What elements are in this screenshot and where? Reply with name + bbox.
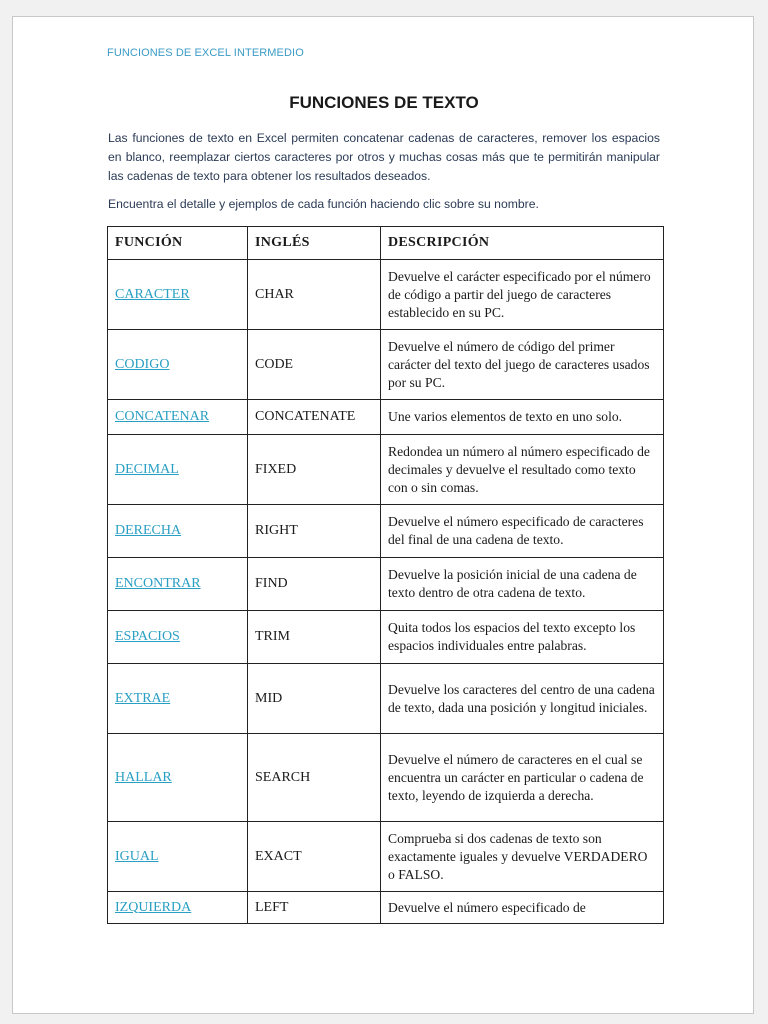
- table-row: [108, 558, 664, 611]
- function-name-cell: [108, 260, 248, 330]
- description-cell: Quita todos los espacios del texto excepto los espacios individuales entre palabras.: [381, 611, 664, 664]
- function-name-cell: [108, 734, 248, 822]
- table-row: [108, 664, 664, 734]
- table-row: [108, 400, 664, 435]
- function-link[interactable]: CODIGO: [115, 356, 170, 372]
- english-name-cell: TRIM: [248, 611, 381, 664]
- intro-paragraph: Las funciones de texto en Excel permiten concatenar cadenas de caracteres, remover los espacios en blanco, reemplazar ciertos caracteres por otros y muchas cosas más que te permitirán manipular las cadenas de texto para obtener los resultados deseados.: [108, 131, 660, 183]
- function-name-cell: [108, 664, 248, 734]
- description-cell: Devuelve el número especificado de: [381, 892, 664, 924]
- column-header-english: INGLÉS: [248, 227, 381, 260]
- description-cell: Une varios elementos de texto en uno solo.: [381, 400, 664, 435]
- functions-table: [107, 226, 664, 924]
- description-cell: Devuelve la posición inicial de una cadena de texto dentro de otra cadena de texto.: [381, 558, 664, 611]
- description-cell: Comprueba si dos cadenas de texto son exactamente iguales y devuelve VERDADERO o FALSO.: [381, 822, 664, 892]
- function-link[interactable]: IZQUIERDA: [115, 899, 192, 915]
- table-row: [108, 822, 664, 892]
- description-cell: Devuelve el carácter especificado por el número de código a partir del juego de caracteres establecido en su PC.: [381, 260, 664, 330]
- table-body: [108, 260, 664, 924]
- function-name-cell: [108, 505, 248, 558]
- table-row: [108, 734, 664, 822]
- english-name-cell: RIGHT: [248, 505, 381, 558]
- function-link[interactable]: ESPACIOS: [115, 629, 180, 644]
- instruction-paragraph: Encuentra el detalle y ejemplos de cada función haciendo clic sobre su nombre.: [108, 197, 539, 211]
- english-name-cell: CONCATENATE: [248, 400, 381, 435]
- english-name-cell: CHAR: [248, 260, 381, 330]
- english-name-cell: FIXED: [248, 435, 381, 505]
- table-row: [108, 260, 664, 330]
- running-header: FUNCIONES DE EXCEL INTERMEDIO: [107, 47, 304, 59]
- table-row: [108, 611, 664, 664]
- function-name-cell: [108, 330, 248, 400]
- english-name-cell: FIND: [248, 558, 381, 611]
- page-title: FUNCIONES DE TEXTO: [289, 93, 479, 112]
- table-row: [108, 892, 664, 924]
- function-name-cell: [108, 611, 248, 664]
- column-header-function: FUNCIÓN: [108, 227, 248, 260]
- english-name-cell: CODE: [248, 330, 381, 400]
- function-name-cell: [108, 892, 248, 924]
- function-link[interactable]: IGUAL: [115, 848, 159, 864]
- function-link[interactable]: CARACTER: [115, 286, 190, 302]
- description-cell: Redondea un número al número especificado de decimales y devuelve el resultado como texto con o sin comas.: [381, 435, 664, 505]
- table-row: [108, 435, 664, 505]
- english-name-cell: SEARCH: [248, 734, 381, 822]
- function-link[interactable]: CONCATENAR: [115, 409, 210, 424]
- description-cell: Devuelve el número especificado de caracteres del final de una cadena de texto.: [381, 505, 664, 558]
- table-row: [108, 330, 664, 400]
- description-cell: Devuelve los caracteres del centro de una cadena de texto, dada una posición y longitud iniciales.: [381, 664, 664, 734]
- english-name-cell: EXACT: [248, 822, 381, 892]
- function-link[interactable]: DERECHA: [115, 523, 182, 538]
- description-cell: Devuelve el número de caracteres en el cual se encuentra un carácter en particular o cadena de texto, leyendo de izquierda a derecha.: [381, 734, 664, 822]
- function-link[interactable]: ENCONTRAR: [115, 576, 201, 591]
- table-header-row: [108, 227, 664, 260]
- document-page: [12, 16, 754, 1014]
- description-cell: Devuelve el número de código del primer carácter del texto del juego de caracteres usados por su PC.: [381, 330, 664, 400]
- column-header-description: DESCRIPCIÓN: [381, 227, 664, 260]
- function-link[interactable]: DECIMAL: [115, 461, 179, 477]
- english-name-cell: MID: [248, 664, 381, 734]
- function-name-cell: [108, 558, 248, 611]
- function-name-cell: [108, 435, 248, 505]
- function-link[interactable]: HALLAR: [115, 769, 172, 785]
- english-name-cell: LEFT: [248, 892, 381, 924]
- function-link[interactable]: EXTRAE: [115, 690, 171, 706]
- table-row: [108, 505, 664, 558]
- function-name-cell: [108, 400, 248, 435]
- function-name-cell: [108, 822, 248, 892]
